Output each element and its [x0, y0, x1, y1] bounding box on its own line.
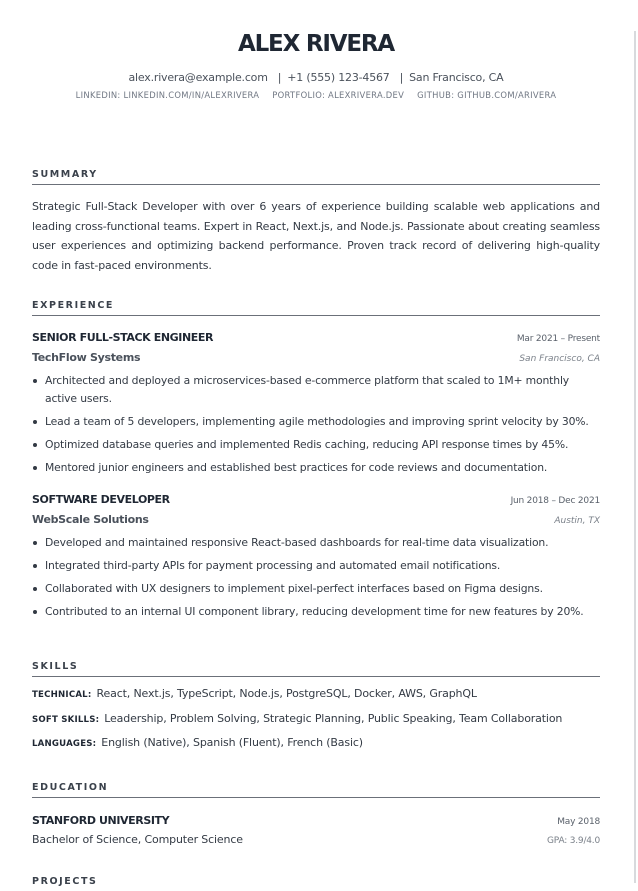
job-entry: [32, 331, 600, 477]
divider: |: [399, 71, 404, 84]
skill-label: SOFT SKILLS:: [32, 714, 100, 725]
skills-section: [32, 661, 600, 761]
divider: |: [277, 71, 282, 84]
company-name: TechFlow Systems: [32, 351, 141, 364]
skill-value: React, Next.js, TypeScript, Node.js, PostgreSQL, Docker, AWS, GraphQL: [96, 687, 477, 700]
job-dates: Jun 2018 – Dec 2021: [510, 496, 600, 506]
section-title-education: EDUCATION: [32, 782, 600, 798]
email[interactable]: alex.rivera@example.com: [128, 71, 268, 84]
phone: +1 (555) 123-4567: [287, 71, 390, 84]
degree: Bachelor of Science, Computer Science: [32, 833, 243, 846]
list-item: Contributed to an internal UI component library, reducing development time for new features by 20%.: [45, 603, 600, 621]
section-title-summary: SUMMARY: [32, 169, 600, 185]
gpa: GPA: 3.9/4.0: [547, 836, 600, 846]
list-item: Integrated third-party APIs for payment processing and automated email notifications.: [45, 557, 600, 575]
achievement-list: [32, 372, 600, 477]
skill-row: [32, 712, 600, 737]
list-item: Optimized database queries and implemented Redis caching, reducing API response times by 45%.: [45, 436, 600, 454]
summary-text: Strategic Full-Stack Developer with over 6 years of experience building scalable web applications and leading cross-functional teams. Expert in React, Next.js, and Node.js. Passionate about creating seamless user experiences and optimizing backend performance. Proven track record of delivering high-quality code in fast-paced environments.: [32, 200, 600, 272]
job-entry: [32, 493, 600, 621]
profile-links: [32, 90, 600, 100]
education-section: [32, 782, 600, 846]
experience-section: [32, 300, 600, 626]
resume-page: [0, 31, 636, 887]
skill-value: Leadership, Problem Solving, Strategic Planning, Public Speaking, Team Collaboration: [104, 711, 563, 725]
list-item: Collaborated with UX designers to implement pixel-perfect interfaces based on Figma designs.: [45, 580, 600, 598]
job-title: SENIOR FULL-STACK ENGINEER: [32, 331, 214, 344]
skill-label: LANGUAGES:: [32, 739, 97, 749]
location: San Francisco, CA: [409, 71, 504, 84]
school-name: STANFORD UNIVERSITY: [32, 814, 170, 827]
contact-line: [32, 71, 600, 84]
company-name: WebScale Solutions: [32, 513, 149, 526]
section-title-projects: PROJECTS: [32, 876, 98, 887]
linkedin-link[interactable]: LINKEDIN: LINKEDIN.COM/IN/ALEXRIVERA: [75, 90, 260, 100]
job-dates: Mar 2021 – Present: [516, 334, 600, 344]
list-item: Mentored junior engineers and established best practices for code reviews and documentation.: [45, 459, 600, 477]
list-item: Architected and deployed a microservices-based e-commerce platform that scaled to 1M+ monthly active users.: [45, 372, 600, 408]
section-title-experience: EXPERIENCE: [32, 300, 600, 316]
section-title-skills: SKILLS: [32, 661, 600, 677]
candidate-name: ALEX RIVERA: [238, 31, 394, 57]
summary-section: [32, 169, 600, 275]
projects-section: [32, 876, 600, 891]
github-link[interactable]: GITHUB: GITHUB.COM/ARIVERA: [417, 90, 557, 100]
skill-row: [32, 687, 600, 712]
skill-row: [32, 736, 600, 761]
achievement-list: [32, 534, 600, 621]
list-item: Developed and maintained responsive React-based dashboards for real-time data visualization.: [45, 534, 600, 552]
job-location: Austin, TX: [554, 516, 600, 526]
list-item: Lead a team of 5 developers, implementing agile methodologies and improving sprint velocity by 30%.: [45, 413, 600, 431]
job-location: San Francisco, CA: [519, 354, 600, 364]
job-title: SOFTWARE DEVELOPER: [32, 493, 170, 506]
graduation-date: May 2018: [557, 817, 600, 827]
skill-value: English (Native), Spanish (Fluent), French (Basic): [101, 736, 363, 749]
skill-label: TECHNICAL:: [32, 690, 92, 700]
portfolio-link[interactable]: PORTFOLIO: ALEXRIVERA.DEV: [272, 90, 405, 100]
